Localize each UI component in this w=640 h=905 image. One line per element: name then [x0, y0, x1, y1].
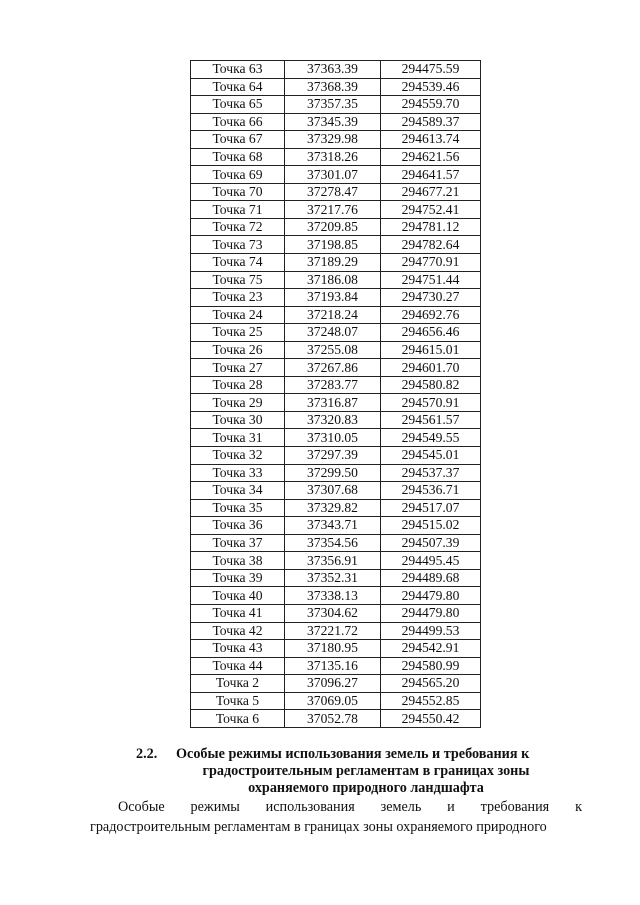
x-coordinate-cell: 37343.71: [285, 517, 381, 535]
section-heading: [136, 746, 556, 797]
table-row: [191, 78, 481, 96]
paragraph-word: использования: [265, 799, 355, 815]
x-coordinate-cell: 37248.07: [285, 324, 381, 342]
point-name-cell: Точка 32: [191, 447, 285, 465]
point-name-cell: Точка 28: [191, 376, 285, 394]
table-row: [191, 236, 481, 254]
x-coordinate-cell: 37283.77: [285, 376, 381, 394]
y-coordinate-cell: 294615.01: [381, 341, 481, 359]
x-coordinate-cell: 37363.39: [285, 61, 381, 79]
table-row: [191, 131, 481, 149]
x-coordinate-cell: 37217.76: [285, 201, 381, 219]
table-row: [191, 166, 481, 184]
point-name-cell: Точка 64: [191, 78, 285, 96]
point-name-cell: Точка 34: [191, 482, 285, 500]
x-coordinate-cell: 37180.95: [285, 640, 381, 658]
point-name-cell: Точка 63: [191, 61, 285, 79]
section-heading-line-2: градостроительным регламентам в границах зоны: [202, 763, 530, 779]
point-name-cell: Точка 41: [191, 604, 285, 622]
table-row: [191, 341, 481, 359]
y-coordinate-cell: 294479.80: [381, 587, 481, 605]
point-name-cell: Точка 74: [191, 254, 285, 272]
x-coordinate-cell: 37218.24: [285, 306, 381, 324]
y-coordinate-cell: 294517.07: [381, 499, 481, 517]
point-name-cell: Точка 39: [191, 569, 285, 587]
point-name-cell: Точка 24: [191, 306, 285, 324]
coordinates-table: [190, 60, 481, 728]
y-coordinate-cell: 294613.74: [381, 131, 481, 149]
table-row: [191, 499, 481, 517]
x-coordinate-cell: 37310.05: [285, 429, 381, 447]
y-coordinate-cell: 294782.64: [381, 236, 481, 254]
table-row: [191, 552, 481, 570]
paragraph-word: Особые: [118, 799, 165, 815]
x-coordinate-cell: 37354.56: [285, 534, 381, 552]
x-coordinate-cell: 37209.85: [285, 218, 381, 236]
y-coordinate-cell: 294580.82: [381, 376, 481, 394]
y-coordinate-cell: 294537.37: [381, 464, 481, 482]
table-row: [191, 569, 481, 587]
y-coordinate-cell: 294552.85: [381, 692, 481, 710]
x-coordinate-cell: 37052.78: [285, 710, 381, 728]
point-name-cell: Точка 44: [191, 657, 285, 675]
point-name-cell: Точка 30: [191, 411, 285, 429]
point-name-cell: Точка 71: [191, 201, 285, 219]
y-coordinate-cell: 294751.44: [381, 271, 481, 289]
y-coordinate-cell: 294580.99: [381, 657, 481, 675]
paragraph-word: режимы: [190, 799, 240, 815]
point-name-cell: Точка 75: [191, 271, 285, 289]
table-row: [191, 183, 481, 201]
table-row: [191, 218, 481, 236]
table-row: [191, 271, 481, 289]
x-coordinate-cell: 37255.08: [285, 341, 381, 359]
table-row: [191, 324, 481, 342]
y-coordinate-cell: 294536.71: [381, 482, 481, 500]
y-coordinate-cell: 294621.56: [381, 148, 481, 166]
y-coordinate-cell: 294475.59: [381, 61, 481, 79]
y-coordinate-cell: 294692.76: [381, 306, 481, 324]
point-name-cell: Точка 67: [191, 131, 285, 149]
x-coordinate-cell: 37345.39: [285, 113, 381, 131]
point-name-cell: Точка 33: [191, 464, 285, 482]
table-row: [191, 359, 481, 377]
y-coordinate-cell: 294550.42: [381, 710, 481, 728]
x-coordinate-cell: 37198.85: [285, 236, 381, 254]
x-coordinate-cell: 37069.05: [285, 692, 381, 710]
point-name-cell: Точка 40: [191, 587, 285, 605]
y-coordinate-cell: 294641.57: [381, 166, 481, 184]
x-coordinate-cell: 37357.35: [285, 96, 381, 114]
y-coordinate-cell: 294561.57: [381, 411, 481, 429]
table-row: [191, 692, 481, 710]
y-coordinate-cell: 294479.80: [381, 604, 481, 622]
x-coordinate-cell: 37304.62: [285, 604, 381, 622]
paragraph-word: к: [575, 799, 582, 815]
point-name-cell: Точка 31: [191, 429, 285, 447]
y-coordinate-cell: 294545.01: [381, 447, 481, 465]
table-row: [191, 464, 481, 482]
table-row: [191, 254, 481, 272]
point-name-cell: Точка 66: [191, 113, 285, 131]
y-coordinate-cell: 294515.02: [381, 517, 481, 535]
x-coordinate-cell: 37329.82: [285, 499, 381, 517]
y-coordinate-cell: 294499.53: [381, 622, 481, 640]
x-coordinate-cell: 37301.07: [285, 166, 381, 184]
point-name-cell: Точка 69: [191, 166, 285, 184]
y-coordinate-cell: 294559.70: [381, 96, 481, 114]
paragraph-word: требования: [480, 799, 550, 815]
x-coordinate-cell: 37135.16: [285, 657, 381, 675]
point-name-cell: Точка 42: [191, 622, 285, 640]
y-coordinate-cell: 294677.21: [381, 183, 481, 201]
point-name-cell: Точка 25: [191, 324, 285, 342]
table-row: [191, 289, 481, 307]
y-coordinate-cell: 294570.91: [381, 394, 481, 412]
table-row: [191, 534, 481, 552]
y-coordinate-cell: 294752.41: [381, 201, 481, 219]
paragraph-word: земель: [380, 799, 422, 815]
table-row: [191, 113, 481, 131]
table-row: [191, 622, 481, 640]
point-name-cell: Точка 35: [191, 499, 285, 517]
table-row: [191, 376, 481, 394]
x-coordinate-cell: 37297.39: [285, 447, 381, 465]
y-coordinate-cell: 294542.91: [381, 640, 481, 658]
x-coordinate-cell: 37307.68: [285, 482, 381, 500]
x-coordinate-cell: 37320.83: [285, 411, 381, 429]
table-row: [191, 148, 481, 166]
point-name-cell: Точка 72: [191, 218, 285, 236]
section-heading-line-3: охраняемого природного ландшафта: [248, 780, 484, 796]
x-coordinate-cell: 37329.98: [285, 131, 381, 149]
point-name-cell: Точка 70: [191, 183, 285, 201]
point-name-cell: Точка 2: [191, 675, 285, 693]
table-row: [191, 517, 481, 535]
table-row: [191, 96, 481, 114]
point-name-cell: Точка 23: [191, 289, 285, 307]
body-paragraph: [90, 797, 582, 837]
y-coordinate-cell: 294770.91: [381, 254, 481, 272]
point-name-cell: Точка 26: [191, 341, 285, 359]
coordinates-table-body: [191, 61, 481, 728]
y-coordinate-cell: 294495.45: [381, 552, 481, 570]
point-name-cell: Точка 29: [191, 394, 285, 412]
y-coordinate-cell: 294489.68: [381, 569, 481, 587]
x-coordinate-cell: 37221.72: [285, 622, 381, 640]
y-coordinate-cell: 294539.46: [381, 78, 481, 96]
y-coordinate-cell: 294656.46: [381, 324, 481, 342]
table-row: [191, 429, 481, 447]
x-coordinate-cell: 37186.08: [285, 271, 381, 289]
point-name-cell: Точка 37: [191, 534, 285, 552]
point-name-cell: Точка 6: [191, 710, 285, 728]
table-row: [191, 640, 481, 658]
x-coordinate-cell: 37299.50: [285, 464, 381, 482]
table-row: [191, 306, 481, 324]
x-coordinate-cell: 37096.27: [285, 675, 381, 693]
table-row: [191, 411, 481, 429]
x-coordinate-cell: 37189.29: [285, 254, 381, 272]
y-coordinate-cell: 294549.55: [381, 429, 481, 447]
point-name-cell: Точка 73: [191, 236, 285, 254]
table-row: [191, 201, 481, 219]
table-row: [191, 675, 481, 693]
y-coordinate-cell: 294565.20: [381, 675, 481, 693]
point-name-cell: Точка 65: [191, 96, 285, 114]
table-row: [191, 447, 481, 465]
x-coordinate-cell: 37356.91: [285, 552, 381, 570]
paragraph-line-2: градостроительным регламентам в границах зоны охраняемого природного: [90, 819, 547, 835]
y-coordinate-cell: 294781.12: [381, 218, 481, 236]
y-coordinate-cell: 294730.27: [381, 289, 481, 307]
y-coordinate-cell: 294589.37: [381, 113, 481, 131]
point-name-cell: Точка 36: [191, 517, 285, 535]
paragraph-line-1: [90, 797, 582, 817]
point-name-cell: Точка 43: [191, 640, 285, 658]
section-heading-line-1: Особые режимы использования земель и требования к: [176, 746, 530, 762]
x-coordinate-cell: 37338.13: [285, 587, 381, 605]
y-coordinate-cell: 294601.70: [381, 359, 481, 377]
x-coordinate-cell: 37278.47: [285, 183, 381, 201]
x-coordinate-cell: 37318.26: [285, 148, 381, 166]
point-name-cell: Точка 5: [191, 692, 285, 710]
table-row: [191, 657, 481, 675]
table-row: [191, 482, 481, 500]
x-coordinate-cell: 37352.31: [285, 569, 381, 587]
x-coordinate-cell: 37193.84: [285, 289, 381, 307]
table-row: [191, 61, 481, 79]
table-row: [191, 587, 481, 605]
x-coordinate-cell: 37368.39: [285, 78, 381, 96]
x-coordinate-cell: 37267.86: [285, 359, 381, 377]
table-row: [191, 394, 481, 412]
table-row: [191, 604, 481, 622]
point-name-cell: Точка 68: [191, 148, 285, 166]
table-row: [191, 710, 481, 728]
point-name-cell: Точка 27: [191, 359, 285, 377]
y-coordinate-cell: 294507.39: [381, 534, 481, 552]
paragraph-word: и: [447, 799, 455, 815]
section-number: 2.2.: [136, 746, 158, 762]
x-coordinate-cell: 37316.87: [285, 394, 381, 412]
point-name-cell: Точка 38: [191, 552, 285, 570]
